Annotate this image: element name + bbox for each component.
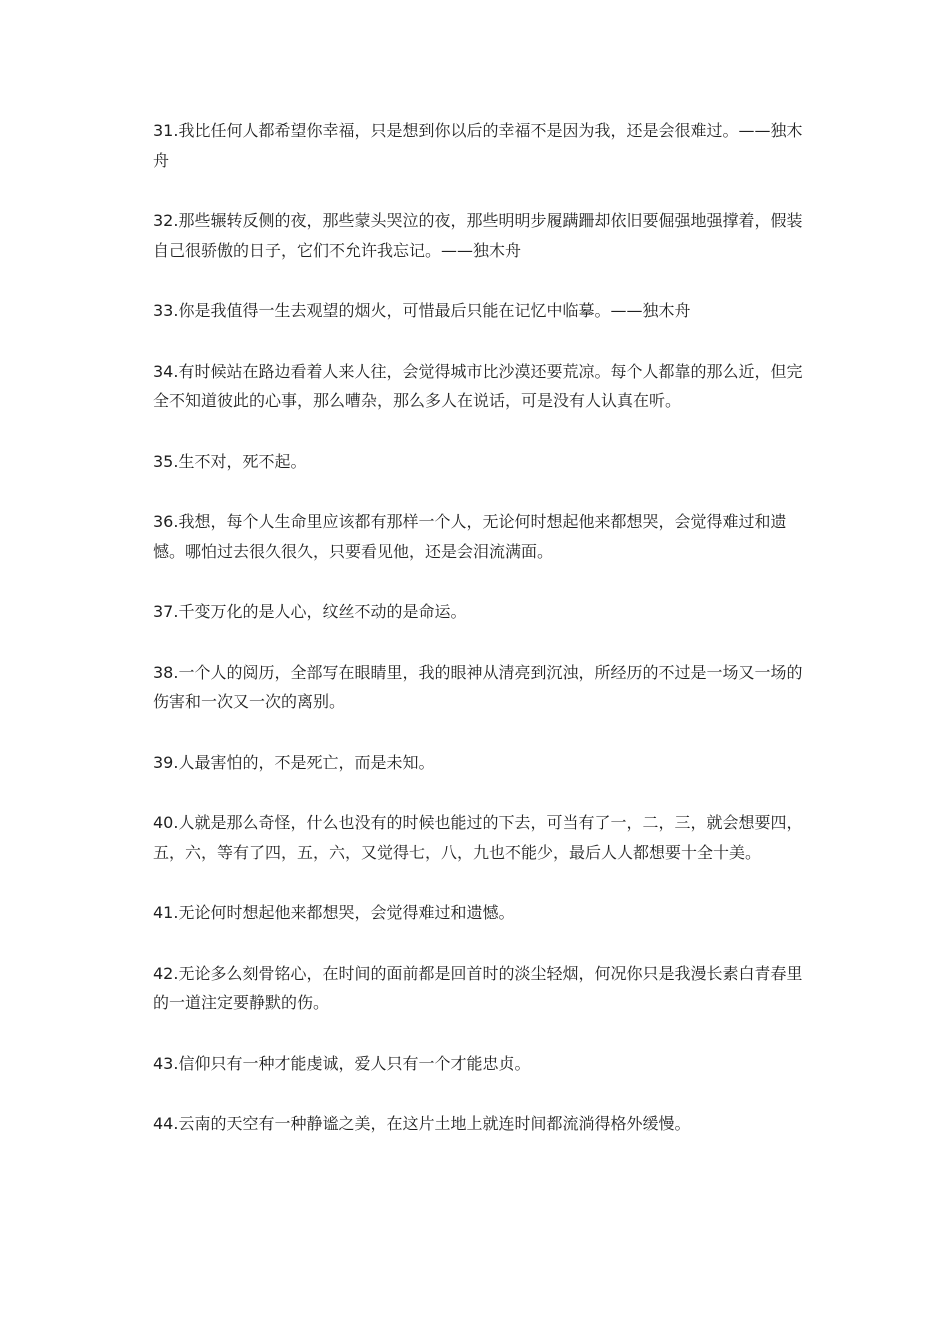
quote-44: 44.云南的天空有一种静谧之美，在这片土地上就连时间都流淌得格外缓慢。 (153, 1114, 691, 1133)
quote-33: 33.你是我值得一生去观望的烟火，可惜最后只能在记忆中临摹。——独木舟 (153, 301, 691, 320)
quote-42: 42.无论多么刻骨铭心，在时间的面前都是回首时的淡尘轻烟，何况你只是我漫长素白青春里的一道注定要静默的伤。 (153, 963, 803, 1012)
quote-41: 41.无论何时想起他来都想哭，会觉得难过和遗憾。 (153, 903, 515, 922)
quote-43: 43.信仰只有一种才能虔诚，爱人只有一个才能忠贞。 (153, 1053, 531, 1073)
quote-34: 34.有时候站在路边看着人来人往，会觉得城市比沙漠还要荒凉。每个人都靠的那么近，但完全不知道彼此的心事，那么嘈杂，那么多人在说话，可是没有人认真在听。 (153, 361, 803, 410)
quote-38: 38.一个人的阅历，全部写在眼睛里，我的眼神从清亮到沉浊，所经历的不过是一场又一场的伤害和一次又一次的离别。 (153, 662, 803, 711)
quote-36: 36.我想，每个人生命里应该都有那样一个人，无论何时想起他来都想哭，会觉得难过和遗憾。哪怕过去很久很久，只要看见他，还是会泪流满面。 (153, 512, 787, 561)
quote-40: 40.人就是那么奇怪，什么也没有的时候也能过的下去，可当有了一，二，三，就会想要四，五，六，等有了四，五，六，又觉得七，八，九也不能少，最后人人都想要十全十美。 (153, 813, 803, 862)
quote-list (153, 116, 803, 1170)
quote-39: 39.人最害怕的，不是死亡，而是未知。 (153, 752, 435, 772)
quote-37: 37.千变万化的是人心，纹丝不动的是命运。 (153, 602, 467, 621)
quote-31: 31.我比任何人都希望你幸福，只是想到你以后的幸福不是因为我，还是会很难过。——独木舟 (153, 121, 803, 170)
quote-35: 35.生不对，死不起。 (153, 451, 307, 471)
quote-32: 32.那些辗转反侧的夜，那些蒙头哭泣的夜，那些明明步履蹒跚却依旧要倔强地强撑着，假装自己很骄傲的日子，它们不允许我忘记。——独木舟 (153, 211, 803, 260)
